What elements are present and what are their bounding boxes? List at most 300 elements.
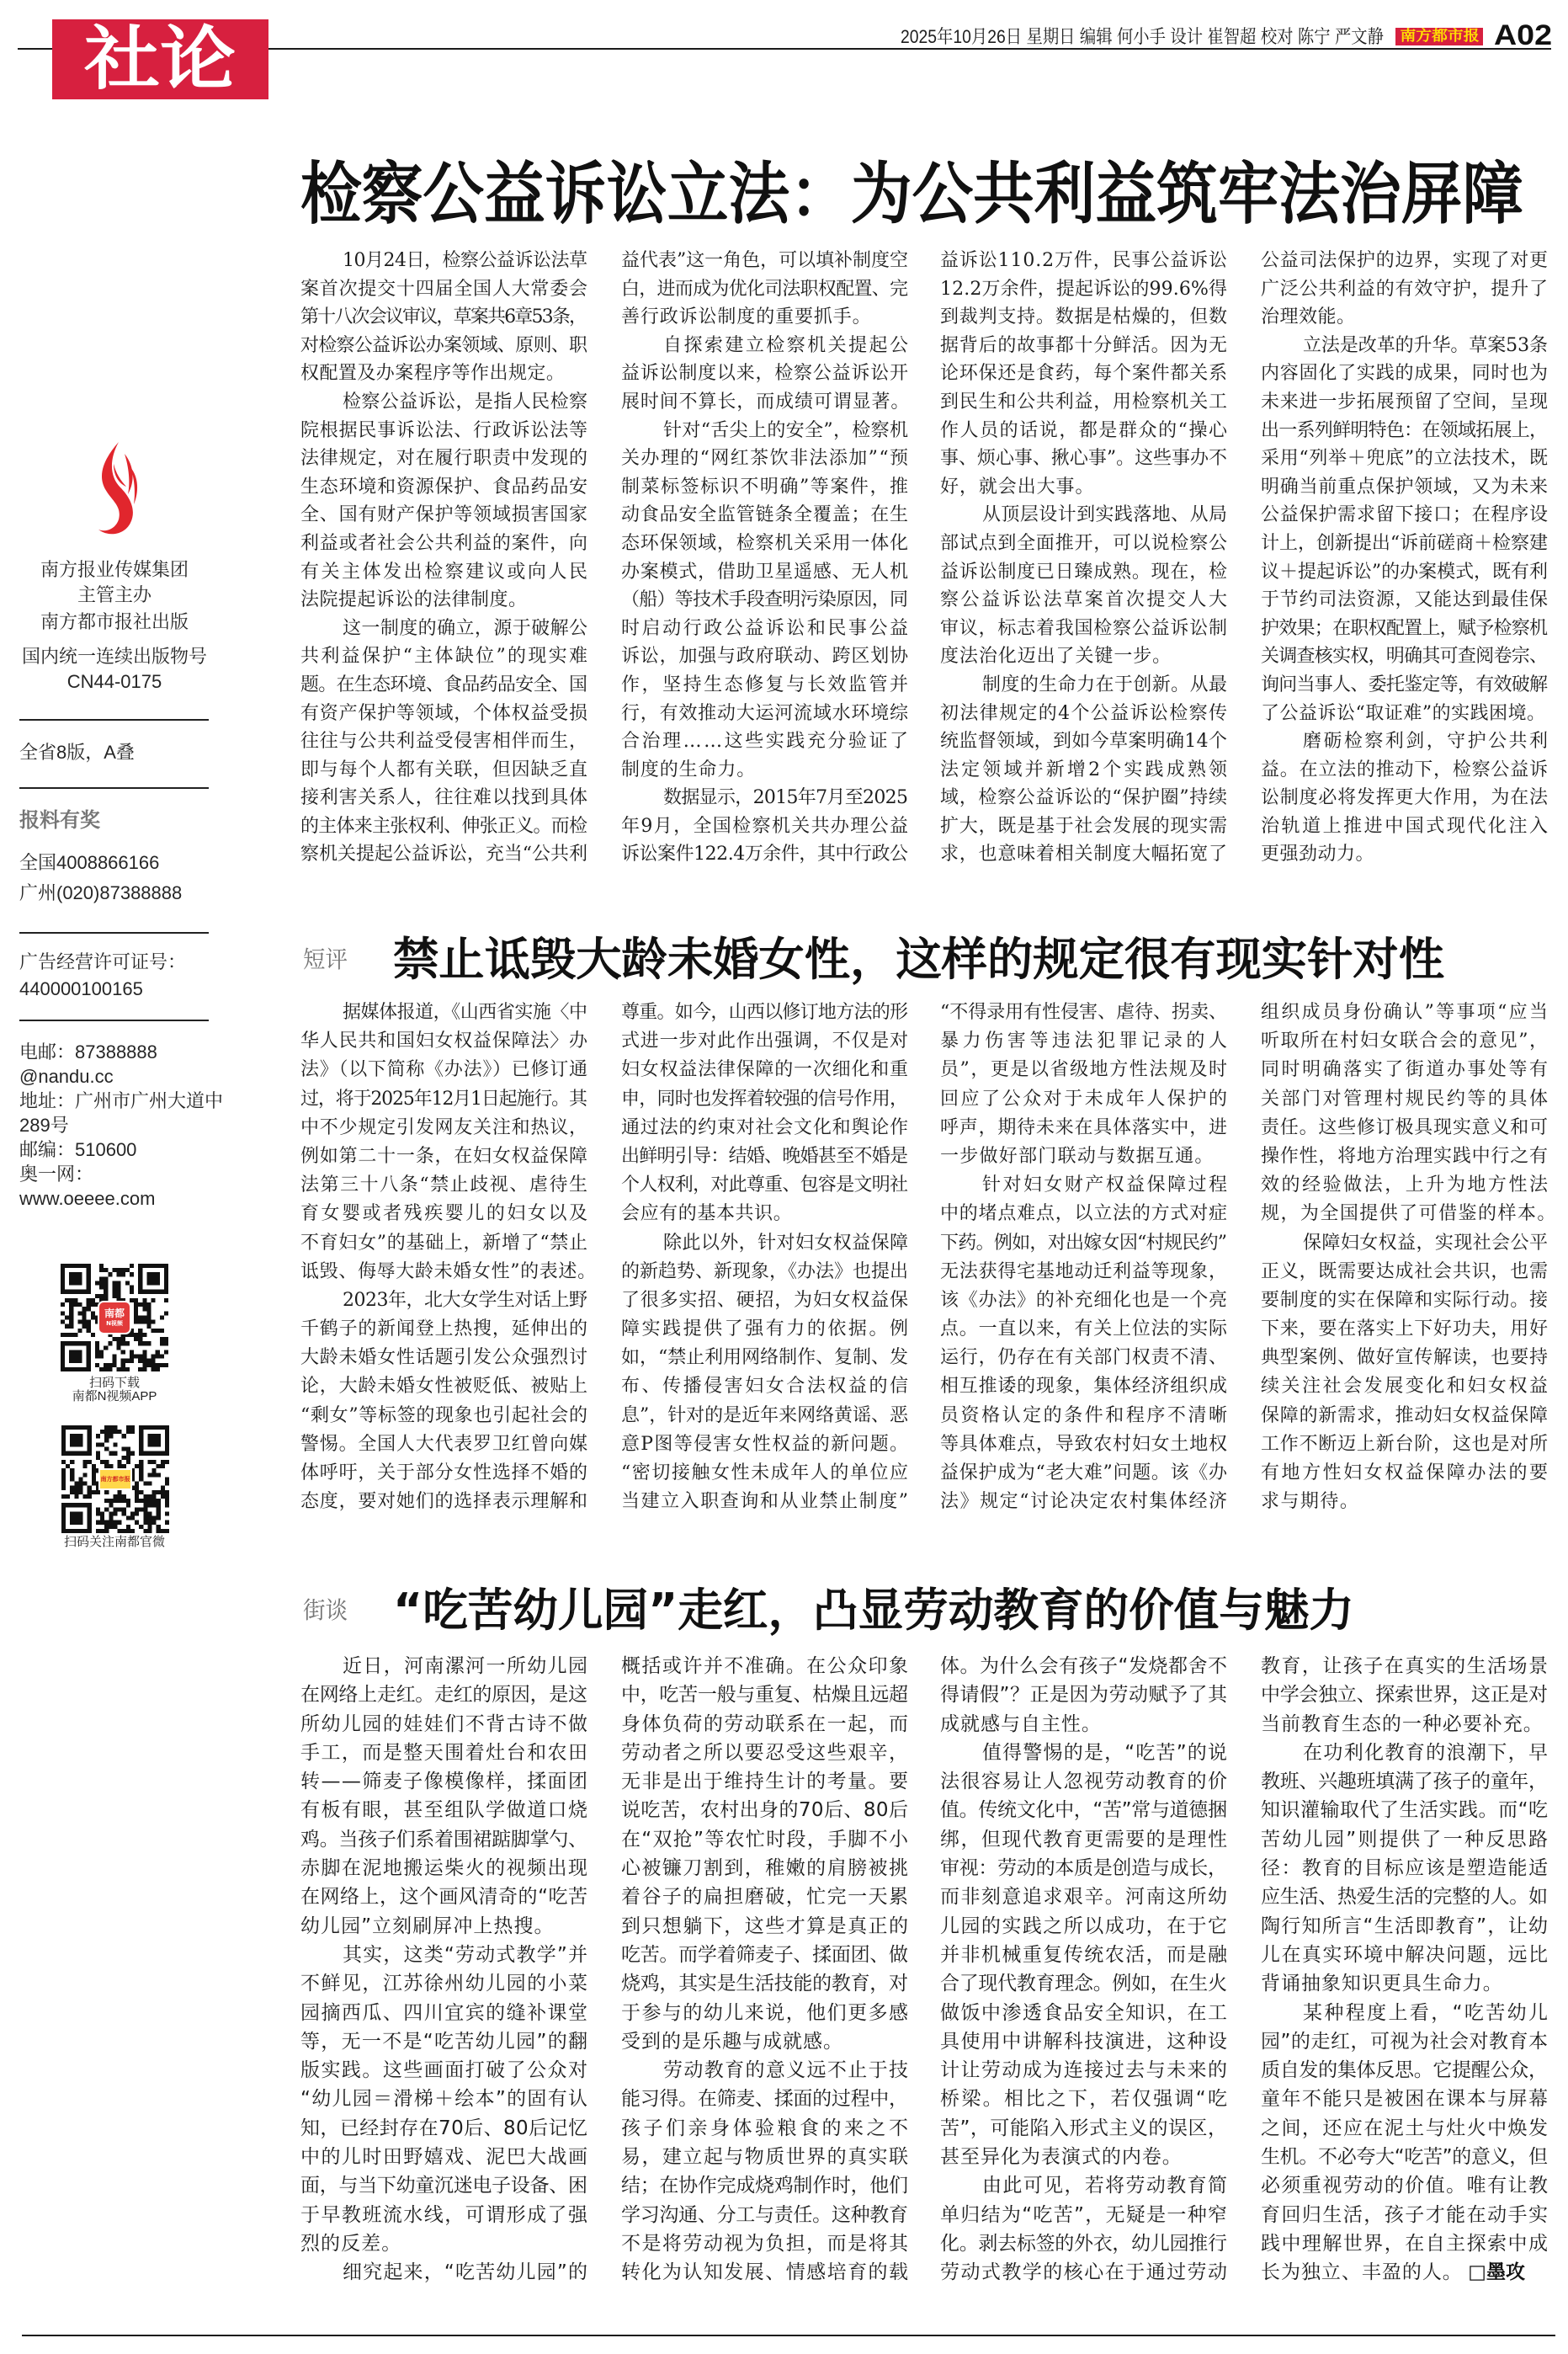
- section-label: 社论: [84, 19, 237, 99]
- paragraph: [300, 999, 597, 1286]
- text-line: 得请假”？正是因为劳动赋予了其: [940, 1684, 1228, 1707]
- text-line: 说吃苦，农村出身的70后、80后: [621, 1799, 909, 1822]
- text-line: 不育妇女”的基础上，新增了“禁止: [300, 1232, 588, 1254]
- qr-caption: 南都N视频APP: [72, 1389, 157, 1403]
- text-line: 意P图等侵害女性权益的新问题。: [621, 1433, 910, 1455]
- text-line: 由此可见，若将劳动教育简: [982, 2175, 1229, 2197]
- text-line: 益诉讼110.2万件，民事公益诉讼: [940, 250, 1228, 271]
- news-tips-phone: 全国4008866166: [19, 852, 160, 873]
- text-line: 甚至异化为表演式的内卷。: [940, 2146, 1183, 2169]
- text-line: 的新趋势、新现象，《办法》也提出: [621, 1260, 908, 1282]
- text-line: 中学会独立、探索世界，这正是对: [1261, 1684, 1548, 1707]
- text-line: 计上，创新提出“诉前磋商＋检察建: [1261, 532, 1548, 554]
- text-line: 值。传统文化中，“苦”常与道德捆: [940, 1799, 1227, 1822]
- text-line: 求，也意味着相关制度大幅拓宽了: [940, 844, 1228, 865]
- text-line: 作人员的话说，都是群众的“操心: [940, 419, 1229, 441]
- text-line: 践中理解世界，在自主探索中成: [1261, 2232, 1549, 2255]
- text-line: 着谷子的扁担磨破，忙完一天累: [621, 1886, 910, 1909]
- text-line: 在网络上，这个画风清奇的“吃苦: [300, 1886, 588, 1909]
- paragraph: [940, 671, 1230, 869]
- text-line: 责任。这些修订极具现实意义和可: [1261, 1116, 1549, 1138]
- text-line: 布、传播侵害妇女合法权益的信: [621, 1376, 911, 1398]
- text-line: 法》（以下简称《办法》）已修订通: [300, 1059, 588, 1081]
- text-line: 12.2万余件，提起诉讼的99.6%得: [940, 278, 1228, 300]
- text-line: 论，大龄未婚女性被贬低、被贴上: [300, 1376, 588, 1398]
- text-line: 案首次提交十四届全国人大常委会: [300, 278, 588, 300]
- text-line: 共利益保护“主体缺位”的现实难: [300, 646, 590, 668]
- paragraph: [940, 999, 1231, 1171]
- text-line: 例如第二十一条，在妇女权益保障: [300, 1145, 588, 1167]
- text-line: 有资产保护等领域，个体权益受损: [300, 702, 588, 724]
- text-line: 体呼吁，关于部分女性选择不婚的: [300, 1462, 588, 1483]
- text-line: 之间，还应在泥土与灶火中焕发: [1261, 2117, 1549, 2139]
- text-line: 治轨道上推进中国式现代化注入: [1261, 815, 1550, 837]
- text-line: 质自发的集体反思。它提醒公众，: [1261, 2059, 1548, 2082]
- contact-website[interactable]: www.oeeee.com: [19, 1188, 156, 1209]
- text-line: 论环保还是食药，每个案件都关系: [940, 363, 1228, 385]
- paragraph: [940, 247, 1227, 501]
- paragraph: [621, 1229, 911, 1517]
- paragraph: [300, 1652, 587, 1941]
- article-title: “吃苦幼儿园”走红，凸显劳动教育的价值与魅力: [393, 1584, 1354, 1637]
- article-column: [940, 1652, 1230, 2287]
- text-line: 幼儿园”立刻刷屏冲上热搜。: [300, 1915, 555, 1937]
- text-line: 审视：劳动的本质是创造与成长，: [940, 1857, 1227, 1880]
- issn-number: CN44-0175: [66, 671, 162, 692]
- footer-rule: [22, 2335, 1555, 2336]
- text-line: 往往与公共利益受侵害相伴而生，: [300, 731, 588, 753]
- text-line: 除此以外，针对妇女权益保障: [663, 1232, 909, 1254]
- text-line: 相互推诿的现象，集体经济组织成: [940, 1376, 1228, 1398]
- paragraph: [300, 388, 590, 615]
- text-line: “剩女”等标签的现象也引起社会的: [300, 1404, 588, 1426]
- text-line: 到民生和公共利益，用检察机关工: [940, 391, 1228, 413]
- text-line: 烧鸡，其实是生活技能的教育，对: [621, 1973, 908, 1995]
- text-line: 据媒体报道，《山西省实施〈中: [343, 1002, 587, 1023]
- text-line: 法定领域并新增2个实践成熟领: [940, 759, 1230, 780]
- article-title: 禁止诋毁大龄未婚女性，这样的规定很有现实针对性: [393, 933, 1444, 986]
- text-line: 权配置及办案程序等作出规定。: [300, 363, 566, 385]
- text-line: 同时明确落实了街道办事处等有: [1261, 1059, 1550, 1081]
- text-line: 劳动式教学的核心在于通过劳动: [940, 2261, 1229, 2284]
- paragraph: [621, 784, 908, 869]
- text-line: 无非是出于维持生计的考量。要: [621, 1771, 910, 1793]
- text-line: 息”，针对的是近年来网络黄谣、恶: [621, 1404, 908, 1426]
- text-line: 个人权利，对此尊重、包容是文明社: [621, 1174, 908, 1196]
- sidebar-divider: [19, 1020, 209, 1021]
- text-line: 合了现代教育理念。例如，在生火: [940, 1973, 1227, 1995]
- text-line: 规，为全国提供了可借鉴的样本。: [1261, 1203, 1557, 1225]
- paragraph: [300, 2258, 587, 2287]
- text-line: 妇女权益法律保障的一次细化和重: [621, 1059, 909, 1081]
- article-column: [940, 247, 1230, 869]
- text-line: 所幼儿园的娃娃们不背古诗不做: [300, 1712, 589, 1735]
- text-line: 态环保领域，检察机关采用一体化: [621, 532, 909, 554]
- text-line: 桥梁。相比之下，若仅强调“吃: [940, 2088, 1230, 2111]
- text-line: 在网络上走红。走红的原因，是这: [300, 1684, 587, 1707]
- text-line: 某种程度上看，“吃苦幼儿: [1303, 2001, 1550, 2024]
- text-line: 听取所在村妇女联合会的意见”，: [1261, 1031, 1549, 1052]
- text-line: 法》规定“讨论决定农村集体经济: [940, 1491, 1229, 1513]
- text-line: 做饭中渗透食品安全知识，在工: [940, 2001, 1229, 2024]
- text-line: 具使用中讲解科技演进，这种设: [940, 2030, 1229, 2053]
- text-line: 必须重视劳动的价值。唯有让教: [1261, 2175, 1549, 2197]
- qr-badge-subtext: N视频: [106, 1320, 123, 1327]
- ad-license-number: 440000100165: [19, 978, 143, 999]
- paragraph: [1261, 727, 1548, 869]
- text-line: 成就感与自主性。: [940, 1712, 1102, 1735]
- text-line: 域，检察公益诉讼的“保护圈”持续: [940, 787, 1228, 809]
- text-line: 而非刻意追求艰辛。河南这所幼: [940, 1886, 1229, 1909]
- text-line: 从顶层设计到实践落地、从局: [982, 504, 1228, 526]
- text-line: 度法治化迈出了关键一步。: [940, 646, 1172, 668]
- text-line: 心被镰刀割到，稚嫩的肩膀被挑: [621, 1857, 910, 1880]
- paragraph: [940, 1171, 1230, 1516]
- text-line: 应生活、热爱生活的完整的人。如: [1261, 1886, 1548, 1909]
- text-line: 并非机械重复传统农活，而是融: [940, 1943, 1229, 1966]
- issue-meta: 2025年10月26日 星期日 编辑 何小手 设计 崔智超 校对 陈宁 严文静: [901, 26, 1384, 47]
- article-title: 检察公益诉讼立法：为公共利益筑牢法治屏障: [300, 155, 1523, 233]
- text-line: 利益或者社会公共利益的案件，向: [300, 532, 588, 554]
- text-line: 教班、兴趣班填满了孩子的童年，: [1261, 1771, 1548, 1793]
- text-line: 讼制度必将发挥更大作用，为在法: [1261, 787, 1549, 809]
- text-line: 法律规定，对在履行职责中发现的: [300, 448, 588, 470]
- text-line: 于节约司法资源，又能达到最佳保: [1261, 589, 1549, 611]
- text-line: 出鲜明引导：结婚、晚婚甚至不婚是: [621, 1145, 908, 1167]
- text-line: 结；在协作完成烧鸡制作时，他们: [621, 2175, 908, 2197]
- paragraph: [621, 999, 908, 1229]
- text-line: 审议，标志着我国检察公益诉讼制: [940, 617, 1228, 639]
- publisher-line: 南方都市报社出版: [40, 611, 189, 632]
- article-column: [300, 247, 590, 869]
- text-line: 法院提起诉讼的法律制度。: [300, 589, 528, 611]
- text-line: 内容固化了实践的成果，同时也为: [1261, 363, 1549, 385]
- text-line: 版实践。这些画面打破了公众对: [300, 2059, 589, 2082]
- text-line: 公益保护需求留下接口；在程序设: [1261, 504, 1549, 526]
- text-line: 该《办法》的补充细化也是一个亮: [940, 1289, 1228, 1311]
- text-line: 全、国有财产保护等领域损害国家: [300, 504, 588, 526]
- text-line: 在功利化教育的浪潮下，早: [1303, 1741, 1549, 1764]
- nandu-paper-badge-icon: [98, 1468, 132, 1490]
- text-line: 化。剥去标签的外衣，幼儿园推行: [940, 2232, 1227, 2255]
- text-line: 其实，这类“劳动式教学”并: [343, 1943, 589, 1966]
- issn-label: 国内统一连续出版物号: [21, 646, 207, 667]
- text-line: 陶行知所言“生活即教育”，让幼: [1261, 1915, 1549, 1937]
- text-line: 员”，更是以省级地方性法规及时: [940, 1059, 1229, 1081]
- text-line: 了公益诉讼“取证难”的实践困境。: [1261, 702, 1546, 724]
- text-line: 下药。例如，对出嫁女因“村规民约”: [940, 1232, 1227, 1254]
- text-line: 华人民共和国妇女权益保障法〉办: [300, 1031, 588, 1052]
- text-line: 部试点到全面推开，可以说检察公: [940, 532, 1228, 554]
- article-column: [300, 1652, 587, 2287]
- text-line: 护效果；在职权配置上，赋予检察机: [1261, 617, 1548, 639]
- text-line: 一步做好部门联动与数据互通。: [940, 1145, 1215, 1167]
- text-line: 近日，河南漯河一所幼儿园: [343, 1655, 589, 1677]
- text-line: 童年不能只是被困在课本与屏幕: [1261, 2088, 1549, 2111]
- author-byline: □墨攻: [1468, 2261, 1525, 2283]
- article-column: [621, 1652, 912, 2287]
- paragraph: [940, 501, 1230, 671]
- paragraph: [300, 1941, 587, 2258]
- text-line: 求与期待。: [1261, 1491, 1360, 1513]
- text-line: “密切接触女性未成年人的单位应: [621, 1462, 910, 1483]
- text-line: 到裁判支持。数据是枯燥的，但数: [940, 306, 1228, 328]
- text-line: 关调查核实权，明确其可查阅卷宗、: [1261, 646, 1548, 668]
- text-line: 鸡。当孩子们系着围裙踮脚掌勺、: [300, 1828, 587, 1851]
- text-line: 式进一步对此作出强调，不仅是对: [621, 1031, 909, 1052]
- text-line: 径：教育的目标应该是塑造能适: [1261, 1857, 1549, 1880]
- text-line: 数据显示，2015年7月至2025: [663, 787, 908, 809]
- text-line: 广泛公共利益的有效守护，提升了: [1261, 278, 1549, 300]
- text-line: 能习得。在筛麦、揉面的过程中，: [621, 2088, 908, 2111]
- text-line: 下来，要在落实上下好功夫，用好: [1261, 1318, 1549, 1340]
- paragraph: [1261, 999, 1557, 1229]
- text-line: 10月24日，检察公益诉讼法草: [343, 250, 587, 271]
- text-line: 大龄未婚女性话题引发公众强烈讨: [300, 1347, 588, 1369]
- contact-address: 地址：广州市广州大道中: [19, 1090, 224, 1111]
- text-line: 询问当事人、委托鉴定等，有效破解: [1261, 674, 1548, 695]
- paragraph: [1261, 1652, 1548, 1739]
- nanfang-flame-logo-icon: [88, 440, 139, 538]
- text-line: 组织成员身份确认”等事项“应当: [1261, 1002, 1550, 1023]
- paragraph: [1261, 1229, 1548, 1517]
- text-line: 治理效能。: [1261, 306, 1356, 328]
- article-column: [940, 999, 1231, 1516]
- text-line: 劳动教育的意义远不止于技: [663, 2059, 910, 2082]
- text-line: 有板有眼，甚至组队学做道口烧: [300, 1799, 589, 1822]
- text-line: 初法律规定的4个公益诉讼检察传: [940, 702, 1229, 724]
- text-line: 障实践提供了强有力的依据。例: [621, 1318, 911, 1340]
- text-line: 儿在真实环境中解决问题，远比: [1261, 1943, 1549, 1966]
- text-line: 正义，既需要达成社会共识，也需: [1261, 1260, 1549, 1282]
- paragraph: [621, 247, 908, 332]
- text-line: 作，坚持生态修复与长效监管并: [621, 674, 911, 695]
- nandu-app-badge-icon: [98, 1301, 131, 1334]
- text-line: “不得录用有性侵害、虐待、拐卖、: [940, 1002, 1227, 1023]
- text-line: 自探索建立检察机关提起公: [663, 334, 911, 356]
- text-line: 益。在立法的推动下，检察公益诉: [1261, 759, 1549, 780]
- text-line: 在“双抢”等农忙时段，手脚不小: [621, 1828, 910, 1851]
- text-line: 态度，要对她们的选择表示理解和: [300, 1491, 588, 1513]
- text-line: 了很多实招、硬招，为妇女权益保: [621, 1289, 909, 1311]
- text-line: 于早教班流水线，可谓形成了强: [300, 2203, 589, 2226]
- text-line: 第十八次会议审议，草案共6章53条，: [300, 306, 587, 328]
- text-line: 等具体难点，导致农村妇女土地权: [940, 1433, 1228, 1455]
- text-line: 议＋提起诉讼”的办案模式，既有利: [1261, 561, 1548, 583]
- text-line: 育女婴或者残疾婴儿的妇女以及: [300, 1203, 590, 1225]
- text-line: 更强劲动力。: [1261, 844, 1375, 865]
- sidebar-divider: [19, 932, 209, 934]
- article-column: [621, 247, 911, 869]
- text-line: 保障的新需求，推动妇女权益保障: [1261, 1404, 1549, 1426]
- text-line: 长为独立、丰盈的人。: [1261, 2261, 1463, 2284]
- paragraph: [940, 2171, 1227, 2287]
- contact-info: [19, 1040, 224, 1211]
- text-line: 点。一直以来，有关上位法的实际: [940, 1318, 1228, 1340]
- text-line: 中不少规定引发网友关注和热议，: [300, 1116, 588, 1138]
- text-line: 运行，仍存在有关部门权责不清、: [940, 1347, 1228, 1369]
- text-line: 通过法的约束对社会文化和舆论作: [621, 1116, 909, 1138]
- text-line: 手工，而是整天围着灶台和农田: [300, 1741, 589, 1764]
- article-column: [621, 999, 911, 1516]
- text-line: 事、烦心事、揪心事”。这些事办不: [940, 448, 1227, 470]
- text-line: 面，与当下幼童沉迷电子设备、困: [300, 2175, 587, 2197]
- text-line: 对检察公益诉讼办案领域、原则、职: [300, 334, 587, 356]
- text-line: 绑，但现代教育更需要的是理性: [940, 1828, 1229, 1851]
- article-column: [300, 999, 597, 1516]
- text-line: 教育，让孩子在真实的生活场景: [1261, 1655, 1549, 1677]
- text-line: 题。在生态环境、食品药品安全、国: [300, 674, 587, 695]
- text-line: 制菜标签标识不明确”等案件，推: [621, 476, 910, 498]
- contact-postcode: 邮编：510600: [19, 1139, 137, 1160]
- paragraph: [621, 1652, 908, 2056]
- text-line: 制度的生命力。: [621, 759, 757, 780]
- text-line: 检察公益诉讼，是指人民检察: [343, 391, 588, 413]
- text-line: 察机关提起公益诉讼，充当“公共利: [300, 844, 587, 865]
- text-line: 概括或许并不准确。在公众印象: [621, 1655, 910, 1677]
- paragraph: [1261, 1739, 1548, 1999]
- contact-email-domain: @nandu.cc: [19, 1066, 114, 1087]
- text-line: 烈的反差。: [300, 2232, 402, 2255]
- text-line: 当前教育生态的一种必要补充。: [1261, 1712, 1544, 1735]
- text-line: 中的堵点难点，以立法的方式对症: [940, 1203, 1228, 1225]
- paragraph: [1261, 1999, 1548, 2287]
- text-line: 操作性，将地方治理实践中行之有: [1261, 1145, 1549, 1167]
- text-line: 到只想躺下，这些才算是真正的: [621, 1915, 910, 1937]
- text-line: 细究起来，“吃苦幼儿园”的: [343, 2261, 589, 2284]
- text-line: 这一制度的确立，源于破解公: [343, 617, 588, 639]
- text-line: 生态环境和资源保护、食品药品安: [300, 476, 588, 498]
- text-line: 扩大，既是基于社会发展的现实需: [940, 815, 1228, 837]
- text-line: 接利害关系人，往往难以找到具体: [300, 787, 588, 809]
- text-line: 针对妇女财产权益保障过程: [982, 1174, 1230, 1196]
- article-column-label: 短评: [303, 945, 348, 973]
- text-line: 吃苦。而学着筛麦子、揉面团、做: [621, 1943, 908, 1966]
- text-line: 受到的是乐趣与成就感。: [621, 2030, 843, 2053]
- text-line: 孩子们亲身体验粮食的来之不: [621, 2117, 912, 2139]
- page-number: A02: [1494, 19, 1552, 51]
- text-line: 学习沟通、分工与责任。这种教育: [621, 2203, 908, 2226]
- text-line: 中的儿时田野嬉戏、泥巴大战画: [300, 2146, 589, 2169]
- text-line: 年9月，全国检察机关共办理公益: [621, 815, 910, 837]
- text-line: 员资格认定的条件和程序不清晰: [940, 1404, 1230, 1426]
- text-line: 院根据民事诉讼法、行政诉讼法等: [300, 419, 588, 441]
- text-line: 千鹤子的新闻登上热搜，延伸出的: [300, 1318, 588, 1340]
- qr-badge-text: 南方都市报: [100, 1475, 130, 1483]
- text-line: 益诉讼制度以来，检察公益诉讼开: [621, 363, 909, 385]
- text-line: 呼声，期待未来在具体落实中，进: [940, 1116, 1228, 1138]
- text-line: 知，已经封存在70后、80后记忆: [300, 2117, 588, 2139]
- text-line: 法第三十八条“禁止歧视、虐待生: [300, 1174, 589, 1196]
- text-line: 过，将于2025年12月1日起施行。其: [300, 1088, 587, 1110]
- text-line: 保障妇女权益，实现社会公平: [1303, 1232, 1549, 1254]
- text-line: 有地方性妇女权益保障办法的要: [1261, 1462, 1550, 1483]
- text-line: 当建立入职查询和从业禁止制度”: [621, 1491, 910, 1513]
- article-column: [1261, 247, 1548, 869]
- text-line: 办案模式，借助卫星遥感、无人机: [621, 561, 909, 583]
- article-column: [1261, 999, 1557, 1516]
- text-line: 转化为认知发展、情感培育的载: [621, 2261, 910, 2284]
- text-line: 警惕。全国人大代表罗卫红曾向媒: [300, 1433, 588, 1455]
- text-line: 动食品安全监管链条全覆盖；在生: [621, 504, 909, 526]
- text-line: 园”的走红，可视为社会对教育本: [1261, 2030, 1549, 2053]
- text-line: 未来进一步拓展预留了空间，呈现: [1261, 391, 1549, 413]
- news-tips-title: 报料有奖: [19, 809, 100, 832]
- text-line: 体。为什么会有孩子“发烧都舍不: [940, 1655, 1228, 1677]
- text-line: 磨砺检察利剑，守护公共利: [1303, 731, 1550, 753]
- contact-address-number: 289号: [19, 1115, 69, 1136]
- text-line: 于参与的幼儿来说，他们更多感: [621, 2001, 910, 2024]
- text-line: 法很容易让人忽视劳动教育的价: [940, 1771, 1229, 1793]
- sidebar-divider: [19, 787, 209, 789]
- section-label-box: [52, 19, 268, 99]
- text-line: 申，同时也发挥着较强的信号作用，: [621, 1088, 908, 1110]
- paragraph: [940, 1739, 1230, 2171]
- qr-code-official-weibo[interactable]: [61, 1425, 169, 1533]
- text-line: 善行政诉讼制度的重要抓手。: [621, 306, 872, 328]
- text-line: 易，建立起与物质世界的真实联: [621, 2146, 910, 2169]
- qr-caption: 扫码下载: [88, 1376, 140, 1390]
- text-line: 出一系列鲜明特色：在领域拓展上，: [1261, 419, 1548, 441]
- text-line: 会应有的基本共识。: [621, 1203, 793, 1225]
- text-line: “幼儿园＝滑梯＋绘本”的固有认: [300, 2088, 589, 2111]
- paragraph: [300, 247, 587, 388]
- text-line: 中，吃苦一般与重复、枯燥且远超: [621, 1684, 908, 1707]
- text-line: 立法是改革的升华。草案53条: [1303, 334, 1548, 356]
- text-line: 要制度的实在保障和实际行动。接: [1261, 1289, 1549, 1311]
- text-line: 转——筛麦子像模像样，揉面团: [300, 1771, 589, 1793]
- text-line: 知识灌输取代了生活实践。而“吃: [1261, 1799, 1549, 1822]
- text-line: 益代表”这一角色，可以填补制度空: [621, 250, 908, 271]
- text-line: 生机。不必夸大“吃苦”的意义，但: [1261, 2146, 1548, 2169]
- text-line: 关部门对管理村规民约等的具体: [1261, 1088, 1550, 1110]
- news-tips-phone: 广州(020)87388888: [19, 882, 183, 903]
- text-line: 益诉讼制度已日臻成熟。现在，检: [940, 561, 1228, 583]
- qr-code-app-download[interactable]: [61, 1264, 168, 1371]
- publisher-line: 南方报业传媒集团: [40, 559, 189, 580]
- article-column: [1261, 1652, 1548, 2287]
- text-line: 展时间不算长，而成绩可谓显著。: [621, 391, 911, 413]
- text-line: 好，就会出大事。: [940, 476, 1095, 498]
- text-line: 尊重。如今，山西以修订地方法的形: [621, 1002, 908, 1023]
- paragraph: [621, 2056, 912, 2287]
- paragraph: [621, 417, 911, 785]
- publisher-line: 主管主办: [77, 584, 151, 605]
- contact-website-label: 奥一网：: [19, 1164, 94, 1185]
- text-line: 等，无一不是“吃苦幼儿园”的翻: [300, 2030, 589, 2053]
- paragraph: [940, 1652, 1227, 1739]
- text-line: 公益司法保护的边界，实现了对更: [1261, 250, 1549, 271]
- text-line: 赤脚在泥地搬运柴火的视频出现: [300, 1857, 589, 1880]
- text-line: 续关注社会发展变化和妇女权益: [1261, 1376, 1550, 1398]
- text-line: 不是将劳动视为负担，而是将其: [621, 2232, 910, 2255]
- text-line: 身体负荷的劳动联系在一起，而: [621, 1712, 910, 1735]
- text-line: 效的经验做法，上升为地方性法: [1261, 1174, 1550, 1196]
- text-line: 时启动行政公益诉讼和民事公益: [621, 617, 911, 639]
- text-line: 回应了公众对于未成年人保护的: [940, 1088, 1230, 1110]
- paragraph: [1261, 332, 1548, 727]
- text-line: 儿园的实践之所以成功，在于它: [940, 1915, 1229, 1937]
- edition-info: 全省8版，A叠: [19, 742, 135, 763]
- sidebar-divider: [19, 719, 209, 721]
- qr-caption: 扫码关注南都官微: [63, 1535, 165, 1549]
- text-line: 如，“禁止利用网络制作、复制、发: [621, 1347, 908, 1369]
- text-line: 统监督领域，到如今草案明确14个: [940, 731, 1228, 753]
- text-line: 无法获得宅基地动迁利益等现象，: [940, 1260, 1228, 1282]
- text-line: 采用“列举＋兜底”的立法技术，既: [1261, 448, 1549, 470]
- contact-email: 电邮：87388888: [19, 1041, 157, 1062]
- text-line: 行，有效推动大运河流域水环境综: [621, 702, 909, 724]
